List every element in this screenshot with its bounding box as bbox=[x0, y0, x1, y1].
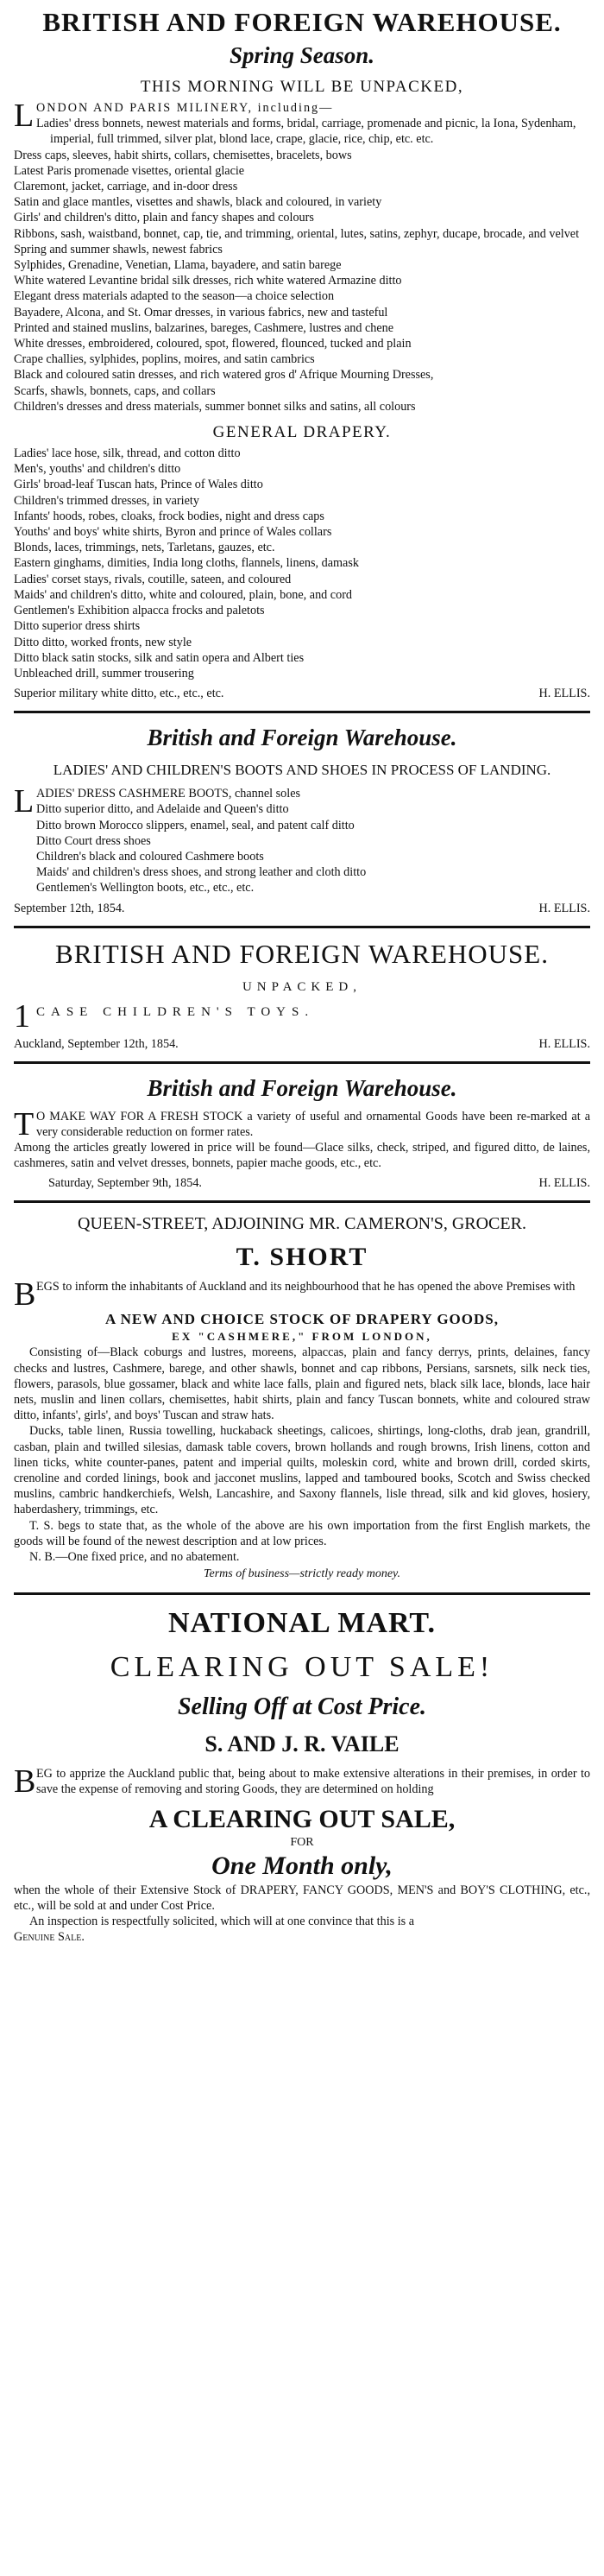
drop-cap: T bbox=[14, 1105, 35, 1142]
drapery-item: Maids' and children's ditto, white and coloured, plain, bone, and cord bbox=[14, 587, 353, 602]
list-item: Ribbons, sash, waistband, bonnet, cap, tie, and trimming, oriental, lutes, satins, zephyr, ducape, brocade, and velvet bbox=[14, 226, 580, 241]
season-heading: Spring Season. bbox=[229, 42, 375, 68]
divider-rule bbox=[14, 1592, 590, 1595]
terms-line: Terms of business—strictly ready money. bbox=[203, 1567, 400, 1581]
toys-line: CASE CHILDREN'S TOYS. bbox=[36, 1004, 315, 1019]
ad-title: British and Foreign Warehouse. bbox=[147, 725, 457, 751]
list-item: Ditto brown Morocco slippers, enamel, seal, and patent calf ditto bbox=[36, 818, 355, 832]
list-item: Gentlemen's Wellington boots, etc., etc., etc. bbox=[36, 881, 255, 896]
drapery-item: Gentlemen's Exhibition alpacca frocks and paletots bbox=[14, 604, 265, 618]
divider-rule bbox=[14, 711, 590, 713]
ad-boots-and-shoes bbox=[14, 722, 590, 916]
drop-cap-block bbox=[14, 1763, 590, 1801]
sale-heading: A CLEARING OUT SALE, bbox=[148, 1804, 456, 1833]
general-drapery-heading: GENERAL DRAPERY. bbox=[212, 423, 392, 442]
list-item: Children's dresses and dress materials, summer bonnet silks and satins, all colours bbox=[14, 399, 416, 414]
drapery-item: Unbleached drill, summer trousering bbox=[14, 666, 194, 680]
ad-fresh-stock bbox=[14, 1073, 590, 1193]
list-item: Dress caps, sleeves, habit shirts, collars, chemisettes, bracelets, bows bbox=[14, 148, 352, 162]
drop-cap-block bbox=[14, 997, 590, 1035]
ad-title: QUEEN-STREET, ADJOINING MR. CAMERON'S, GROCER. bbox=[78, 1214, 526, 1234]
drapery-item: Eastern ginghams, dimities, India long cloths, flannels, linens, damask bbox=[14, 556, 359, 571]
list-item: Black and coloured satin dresses, and rich watered gros d' Afrique Mourning Dresses, bbox=[14, 368, 434, 383]
bonnets-paragraph: Ladies' dress bonnets, newest materials and forms, bridal, carriage, promenade and picnic, la Iona, Sydenham, imperial, full trimmed, silver plat, blond lace, crape, glacie, rice, chip, etc. etc. bbox=[36, 117, 576, 147]
unpacked-label: UNPACKED, bbox=[242, 979, 362, 994]
signature: H. ELLIS. bbox=[538, 1036, 590, 1051]
drapery-item: Ladies' lace hose, silk, thread, and cotton ditto bbox=[14, 446, 241, 461]
first-line: ONDON AND PARIS MILINERY, including— bbox=[36, 101, 334, 115]
divider-rule bbox=[14, 1200, 590, 1203]
inspection-paragraph bbox=[14, 1914, 590, 1929]
importation-paragraph: T. S. begs to state that, as the whole of the above are his own importation from the first English markets, the goods will be found of the newest description and at low prices. bbox=[14, 1518, 590, 1548]
list-item: Sylphides, Grenadine, Venetian, Llama, bayadere, and satin barege bbox=[14, 258, 342, 273]
drop-cap-block bbox=[14, 783, 590, 896]
drapery-item: Infants' hoods, robes, cloaks, frock bodies, night and dress caps bbox=[14, 509, 324, 523]
signature: H. ELLIS. bbox=[538, 687, 590, 701]
date-signature-row bbox=[14, 1035, 590, 1053]
body-paragraph: Among the articles greatly lowered in price will be found—Glace silks, check, striped, and figured ditto, de laines, cashmeres, satin and velvet dresses, bonnets, papier mache goods, etc., etc. bbox=[14, 1140, 590, 1171]
drop-cap: B bbox=[14, 1763, 36, 1801]
firm-name: S. AND J. R. VAILE bbox=[204, 1731, 400, 1757]
ad-title: NATIONAL MART. bbox=[167, 1607, 436, 1640]
drapery-item: Men's, youths' and children's ditto bbox=[14, 462, 181, 477]
inspection-text: An inspection is respectfully solicited, which will at one convince that this is a bbox=[29, 1915, 415, 1928]
list-item: White dresses, embroidered, coloured, spot, flowered, flounced, tucked and plain bbox=[14, 337, 412, 351]
first-line: O MAKE WAY FOR A FRESH STOCK a variety of useful and ornamental Goods have been re-marked at a very considerable reduction on former rates. bbox=[36, 1109, 590, 1139]
list-item: Elegant dress materials adapted to the season—a choice selection bbox=[14, 289, 335, 304]
date: Saturday, September 9th, 1854. bbox=[48, 1176, 202, 1191]
list-item: Ditto Court dress shoes bbox=[36, 833, 151, 848]
list-item: Children's black and coloured Cashmere boots bbox=[36, 849, 264, 864]
clearing-heading: CLEARING OUT SALE! bbox=[110, 1651, 494, 1684]
signature: H. ELLIS. bbox=[538, 901, 590, 915]
signature-row bbox=[14, 685, 590, 702]
boots-subtitle: LADIES' AND CHILDREN'S BOOTS AND SHOES IN PROCESS OF LANDING. bbox=[53, 762, 551, 779]
drapery-item: Ditto ditto, worked fronts, new style bbox=[14, 635, 192, 649]
list-item: Printed and stained muslins, balzarines, bareges, Cashmere, lustres and chene bbox=[14, 320, 394, 335]
ducks-paragraph: Ducks, table linen, Russia towelling, huckaback sheetings, calicoes, shirtings, long-cloths, drab jean, grandrill, casban, plain and twilled silesias, damask table covers, brown hollands and rough browns, Irish linens, cotton and linen ticks, white counter-panes, patent and imperial quilts, moleskin cord, white and brown drill, corded skirts, crenoline and corded linings, book and jacconet muslins, lapped and tamboured books, Scotch and Swiss checked muslins, cambric handkerchiefs, Welsh, Lancashire, and Saxony flannels, lisle thread, silk and kid gloves, hosiery, haberdashery, trimmings, etc. bbox=[14, 1424, 590, 1517]
stock-heading: A NEW AND CHOICE STOCK OF DRAPERY GOODS, bbox=[105, 1311, 499, 1328]
list-item: Crape challies, sylphides, poplins, moires, and satin cambrics bbox=[14, 352, 315, 367]
list-item: Bayadere, Alcona, and St. Omar dresses, in various fabrics, new and tasteful bbox=[14, 305, 388, 320]
for-label: FOR bbox=[290, 1835, 314, 1849]
ad-title: BRITISH AND FOREIGN WAREHOUSE. bbox=[42, 7, 562, 37]
list-item: Satin and glace mantles, visettes and shawls, black and coloured, in variety bbox=[14, 195, 382, 210]
last-item: Superior military white ditto, etc., etc., etc. bbox=[14, 687, 224, 701]
list-item: Claremont, jacket, carriage, and in-door dress bbox=[14, 180, 238, 194]
date-signature-row bbox=[14, 1174, 590, 1192]
date: Auckland, September 12th, 1854. bbox=[14, 1036, 179, 1051]
signature: H. ELLIS. bbox=[538, 1176, 590, 1191]
unpacked-heading: THIS MORNING WILL BE UNPACKED, bbox=[140, 78, 464, 96]
divider-rule bbox=[14, 926, 590, 928]
list-item: Latest Paris promenade visettes, oriental glacie bbox=[14, 163, 245, 178]
drapery-item: Ditto superior dress shirts bbox=[14, 619, 141, 634]
divider-rule bbox=[14, 1061, 590, 1064]
ex-cashmere: EX "CASHMERE," FROM LONDON, bbox=[172, 1330, 432, 1344]
drop-cap: L bbox=[14, 98, 35, 134]
ad-british-foreign-warehouse-spring bbox=[14, 5, 590, 702]
list-item: Scarfs, shawls, bonnets, caps, and collars bbox=[14, 383, 216, 398]
drapery-item: Youths' and boys' white shirts, Byron and prince of Wales collars bbox=[14, 525, 332, 540]
drapery-item: Ladies' corset stays, rivals, coutille, sateen, and coloured bbox=[14, 572, 292, 586]
drapery-item: Girls' broad-leaf Tuscan hats, Prince of Wales ditto bbox=[14, 478, 263, 492]
drapery-item: Children's trimmed dresses, in variety bbox=[14, 493, 199, 508]
list-item: White watered Levantine bridal silk dresses, rich white watered Armazine ditto bbox=[14, 274, 402, 288]
drop-cap: B bbox=[14, 1276, 36, 1313]
list-item: Maids' and children's dress shoes, and strong leather and cloth ditto bbox=[36, 865, 367, 880]
merchant-name: T. SHORT bbox=[236, 1243, 368, 1272]
drop-cap-block bbox=[14, 1276, 590, 1313]
list-item: Girls' and children's ditto, plain and fancy shapes and colours bbox=[14, 211, 314, 225]
ad-t-short bbox=[14, 1212, 590, 1584]
drapery-item: Ditto black satin stocks, silk and satin opera and Albert ties bbox=[14, 650, 305, 665]
list-item: Ditto superior ditto, and Adelaide and Queen's ditto bbox=[36, 802, 289, 817]
ad-title: British and Foreign Warehouse. bbox=[147, 1074, 457, 1101]
drop-cap-block bbox=[14, 100, 590, 148]
list-item: Spring and summer shawls, newest fabrics bbox=[14, 242, 223, 256]
first-line: EG to apprize the Auckland public that, being about to make extensive alterations in their premises, in order to save the expense of removing and storing Goods, they are determined on holding bbox=[36, 1767, 590, 1797]
drop-cap: 1 bbox=[14, 997, 30, 1035]
drop-cap: L bbox=[14, 783, 35, 820]
ad-toys bbox=[14, 937, 590, 1053]
consisting-paragraph: Consisting of—Black coburgs and lustres, moreens, alpaccas, plain and fancy derrys, prints, delaines, fancy checks and lustres, Cashmere, barege, and other shawls, bonnet and cap ribbons, Persians, sarsnets, silk neck ties, flowers, parasols, blue gossamer, black and white lace falls, plain and figured nets, black silk lace, blonds, lace hair nets, muslin and linen collars, chemisettes, habit shirts, plain and fancy Tuscan bonnets, white and coloured straw ditto, infants', girls', and boys' Tuscan and straw hats. bbox=[14, 1345, 590, 1423]
drapery-item: Blonds, laces, trimmings, nets, Tarletans, gauzes, etc. bbox=[14, 541, 275, 555]
date: September 12th, 1854. bbox=[14, 901, 125, 915]
date-signature-row bbox=[14, 900, 590, 917]
first-line: EGS to inform the inhabitants of Auckland and its neighbourhood that he has opened the above Premises with bbox=[36, 1280, 576, 1294]
month-heading: One Month only, bbox=[211, 1851, 393, 1880]
selling-off-heading: Selling Off at Cost Price. bbox=[177, 1693, 427, 1721]
genuine-sale: Genuine Sale. bbox=[14, 1930, 85, 1945]
nb-paragraph: N. B.—One fixed price, and no abatement. bbox=[29, 1549, 240, 1564]
first-line: ADIES' DRESS CASHMERE BOOTS, channel soles bbox=[36, 787, 301, 801]
ad-title: BRITISH AND FOREIGN WAREHOUSE. bbox=[55, 938, 549, 969]
drop-cap-block bbox=[14, 1105, 590, 1142]
ad-national-mart bbox=[14, 1604, 590, 1945]
stock-paragraph: when the whole of their Extensive Stock of DRAPERY, FANCY GOODS, MEN'S and BOY'S CLOTHING, etc., etc., will be sold at and under Cost Price. bbox=[14, 1883, 590, 1913]
